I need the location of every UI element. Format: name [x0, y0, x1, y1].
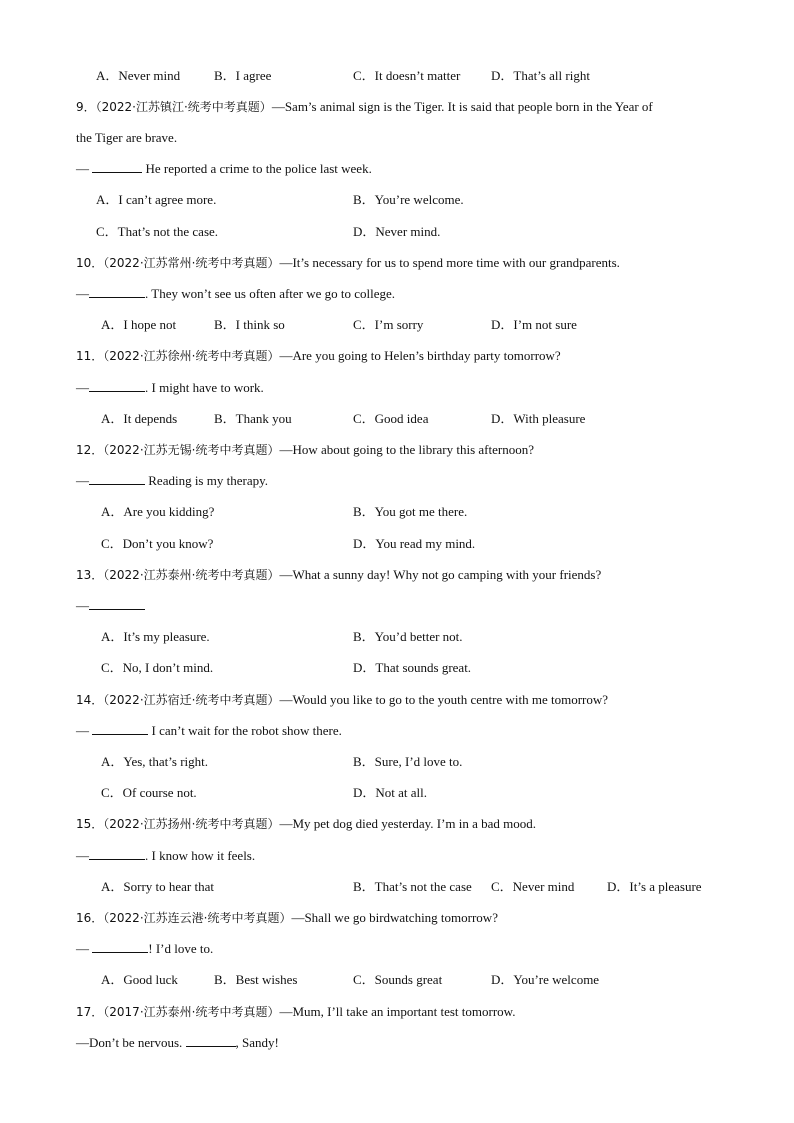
option-b[interactable]: B．Thank you [214, 411, 292, 426]
option-b[interactable]: B．Sure, I’d love to. [353, 754, 463, 769]
option-a[interactable]: A．It’s my pleasure. [101, 629, 210, 644]
answer-blank[interactable] [89, 379, 145, 392]
question-source: （2022·江苏扬州·统考中考真题） [103, 817, 280, 831]
prompt-text: —Sam’s animal sign is the Tiger. It is said that people born in the Year of [271, 99, 653, 114]
option-c[interactable]: C．Don’t you know? [101, 536, 214, 551]
question-source: （2022·江苏宿迁·统考中考真题） [103, 693, 280, 707]
option-a[interactable]: A．It depends [101, 411, 178, 426]
option-d[interactable]: D．That’s all right [491, 68, 590, 83]
option-b[interactable]: B．That’s not the case [353, 879, 472, 894]
option-b[interactable]: B．You got me there. [353, 504, 468, 519]
prompt-text: —It’s necessary for us to spend more time with our grandparents. [279, 255, 620, 270]
option-a[interactable]: A．Yes, that’s right. [101, 754, 209, 769]
question-source: （2022·江苏徐州·统考中考真题） [103, 349, 280, 363]
answer-blank[interactable] [89, 285, 145, 298]
question-number: 12． [76, 443, 104, 457]
question-number: 13． [76, 568, 104, 582]
prompt-text: —What a sunny day! Why not go camping with your friends? [279, 567, 602, 582]
option-d[interactable]: D．Never mind. [353, 224, 441, 239]
question-prompt [76, 98, 653, 116]
question-prompt [76, 909, 498, 927]
option-d[interactable]: D．Not at all. [353, 785, 428, 800]
question-number: 16． [76, 911, 104, 925]
option-c[interactable]: C．No, I don’t mind. [101, 660, 214, 675]
answer-line: — Reading is my therapy. [76, 473, 268, 488]
question-source: （2017·江苏泰州·统考中考真题） [103, 1005, 280, 1019]
question-source: （2022·江苏无锡·统考中考真题） [103, 443, 280, 457]
option-b[interactable]: B．Best wishes [214, 972, 298, 987]
option-a[interactable]: A．I hope not [101, 317, 177, 332]
question-source: （2022·江苏常州·统考中考真题） [103, 256, 280, 270]
option-b[interactable]: B．I agree [214, 68, 272, 83]
question-prompt [76, 691, 608, 709]
answer-line: — He reported a crime to the police last week. [76, 161, 372, 176]
prompt-continuation: the Tiger are brave. [76, 130, 178, 145]
question-number: 11． [76, 349, 104, 363]
answer-line: — [76, 597, 145, 615]
answer-line: — . They won’t see us often after we go to college. [76, 286, 396, 301]
answer-blank[interactable] [92, 940, 148, 953]
option-a[interactable]: A．Are you kidding? [101, 504, 215, 519]
option-b[interactable]: B．You’re welcome. [353, 192, 464, 207]
question-prompt [76, 815, 536, 833]
option-c[interactable]: C．Of course not. [101, 785, 197, 800]
option-a[interactable]: A．Sorry to hear that [101, 879, 215, 894]
option-c[interactable]: C．Never mind [491, 879, 575, 894]
option-c[interactable]: C．Good idea [353, 411, 429, 426]
question-prompt [76, 254, 620, 272]
option-c[interactable]: C．It doesn’t matter [353, 68, 461, 83]
answer-blank[interactable] [186, 1034, 236, 1047]
answer-blank[interactable] [89, 847, 145, 860]
option-d[interactable]: D．You read my mind. [353, 536, 476, 551]
prompt-text: —Are you going to Helen’s birthday party tomorrow? [279, 348, 561, 363]
answer-line: — . I know how it feels. [76, 848, 256, 863]
question-source: （2022·江苏泰州·统考中考真题） [103, 568, 280, 582]
question-source: （2022·江苏镇江·统考中考真题） [95, 100, 272, 114]
answer-line: — I can’t wait for the robot show there. [76, 723, 342, 738]
option-b[interactable]: B．You’d better not. [353, 629, 463, 644]
question-number: 10． [76, 256, 104, 270]
prompt-text: —Would you like to go to the youth centre with me tomorrow? [279, 692, 609, 707]
answer-line: — . I might have to work. [76, 380, 264, 395]
prompt-text: —Mum, I’ll take an important test tomorrow. [279, 1004, 516, 1019]
option-a[interactable]: A．I can’t agree more. [96, 192, 217, 207]
option-a[interactable]: A．Never mind [96, 68, 181, 83]
option-d[interactable]: D．You’re welcome [491, 972, 600, 987]
answer-blank[interactable] [92, 722, 148, 735]
prompt-text: —How about going to the library this afternoon? [279, 442, 534, 457]
option-c[interactable]: C．Sounds great [353, 972, 443, 987]
question-number: 9． [76, 100, 96, 114]
prompt-text: —Shall we go birdwatching tomorrow? [291, 910, 498, 925]
option-a[interactable]: A．Good luck [101, 972, 178, 987]
answer-line: — ! I’d love to. [76, 941, 214, 956]
question-number: 17． [76, 1005, 104, 1019]
question-source: （2022·江苏连云港·统考中考真题） [103, 911, 292, 925]
answer-blank[interactable] [92, 160, 142, 173]
answer-blank[interactable] [89, 597, 145, 610]
option-d[interactable]: D．With pleasure [491, 411, 586, 426]
option-c[interactable]: C．I’m sorry [353, 317, 424, 332]
question-number: 14． [76, 693, 104, 707]
prompt-text: —My pet dog died yesterday. I’m in a bad mood. [279, 816, 537, 831]
answer-line: —Don’t be nervous. , Sandy! [76, 1035, 279, 1050]
question-number: 15． [76, 817, 104, 831]
question-prompt [76, 441, 534, 459]
question-prompt [76, 347, 561, 365]
option-d[interactable]: D．I’m not sure [491, 317, 577, 332]
question-prompt [76, 1003, 515, 1021]
option-d[interactable]: D．That sounds great. [353, 660, 472, 675]
question-prompt [76, 566, 601, 584]
option-b[interactable]: B．I think so [214, 317, 285, 332]
option-d[interactable]: D．It’s a pleasure [607, 879, 702, 894]
option-c[interactable]: C．That’s not the case. [96, 224, 219, 239]
answer-blank[interactable] [89, 472, 145, 485]
